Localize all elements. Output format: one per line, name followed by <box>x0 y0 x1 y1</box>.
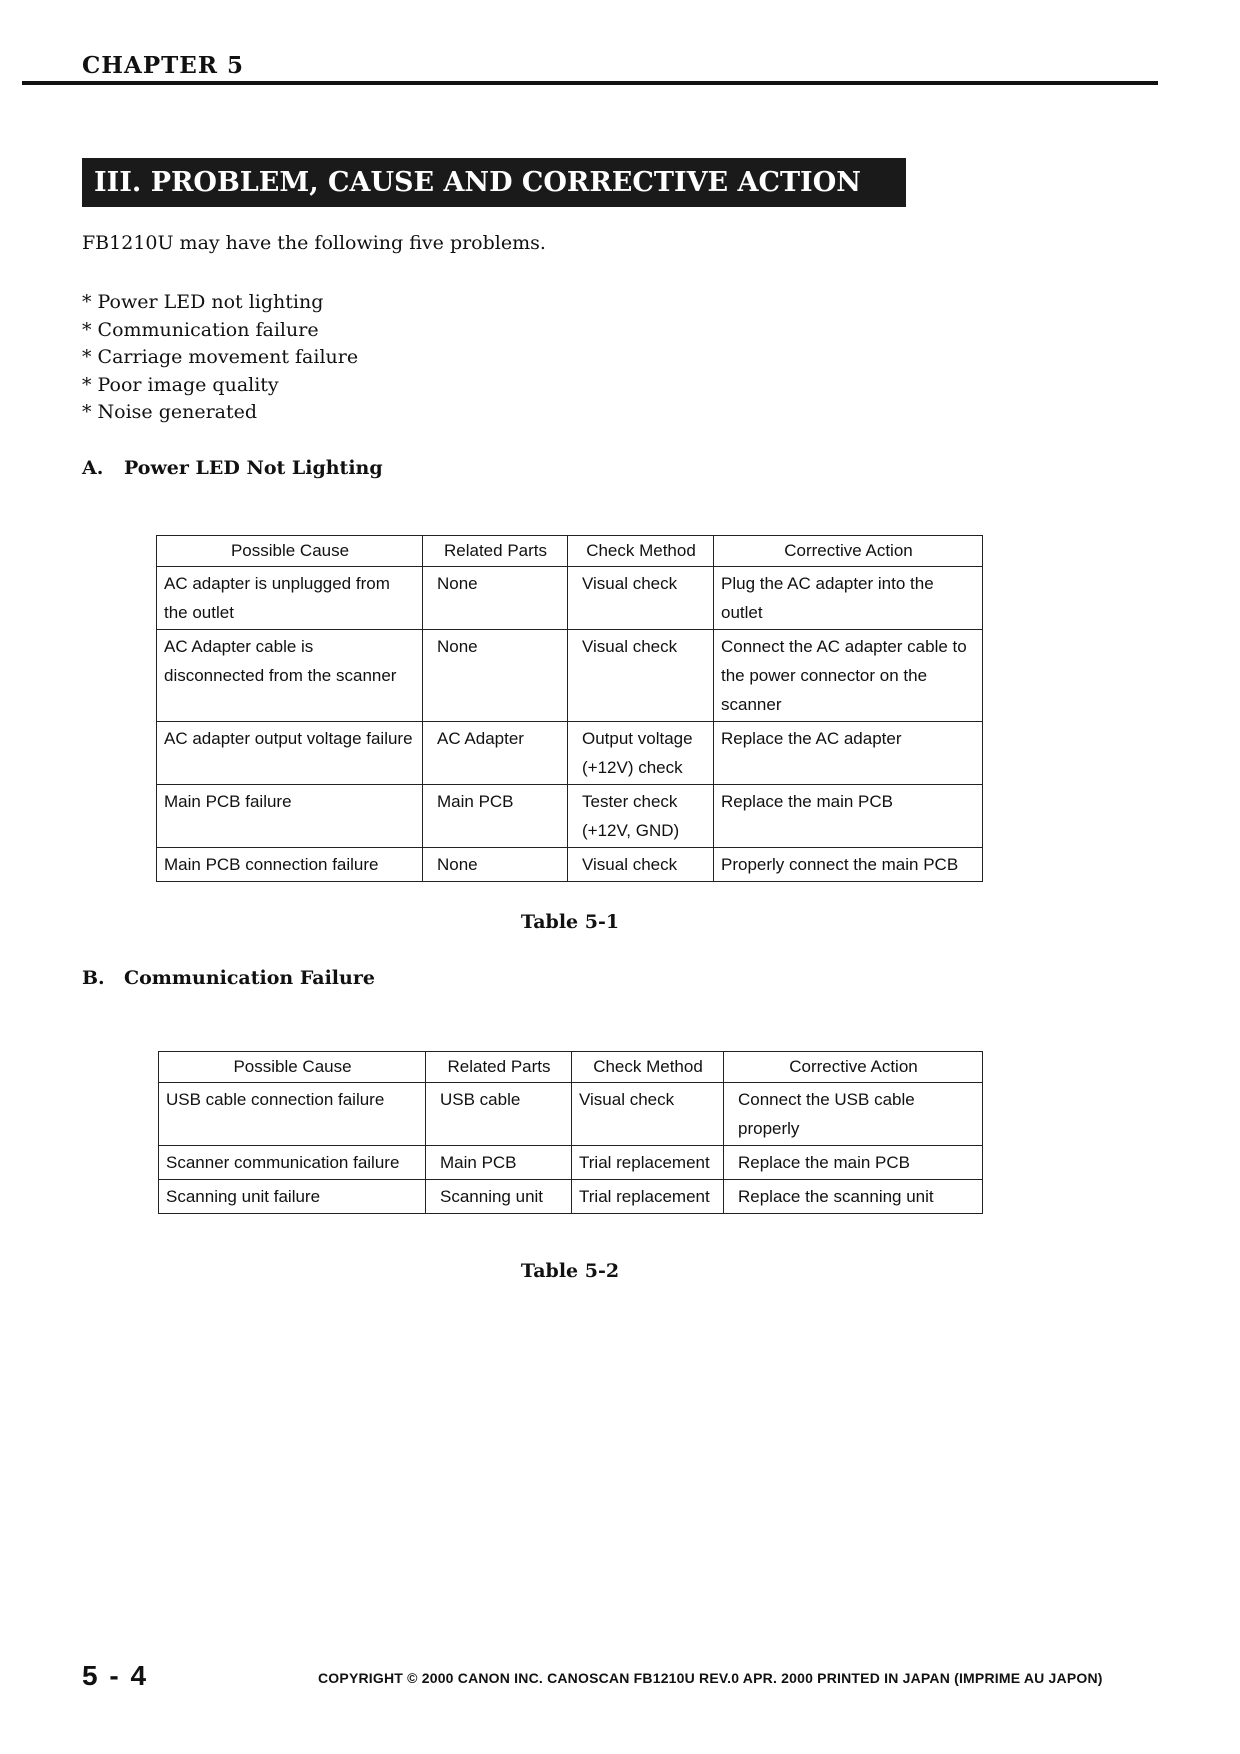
cell-method: Visual check <box>572 1083 724 1146</box>
power-led-table <box>156 535 983 882</box>
table-row <box>157 785 983 848</box>
header-corrective-action: Corrective Action <box>724 1052 983 1083</box>
subsection-title: Communication Failure <box>124 967 375 989</box>
table-row <box>159 1180 983 1214</box>
subsection-heading-power-led <box>82 457 383 479</box>
table-row <box>159 1083 983 1146</box>
cell-parts: AC Adapter <box>423 722 568 785</box>
chapter-heading: CHAPTER 5 <box>82 52 244 79</box>
communication-table <box>158 1051 983 1214</box>
cell-cause: AC adapter is unplugged from the outlet <box>157 567 423 630</box>
table-header-row <box>157 536 983 567</box>
cell-method: Tester check (+12V, GND) <box>568 785 714 848</box>
cell-action: Plug the AC adapter into the outlet <box>714 567 983 630</box>
cell-cause: Scanning unit failure <box>159 1180 426 1214</box>
table-row <box>157 848 983 882</box>
cell-action: Properly connect the main PCB <box>714 848 983 882</box>
cell-method: Visual check <box>568 567 714 630</box>
table-caption: Table 5-1 <box>520 911 620 933</box>
page-number: 5 - 4 <box>82 1660 149 1691</box>
cell-action: Replace the scanning unit <box>724 1180 983 1214</box>
table-caption: Table 5-2 <box>520 1260 620 1282</box>
subsection-title: Power LED Not Lighting <box>124 457 383 479</box>
cell-cause: USB cable connection failure <box>159 1083 426 1146</box>
cell-cause: AC adapter output voltage failure <box>157 722 423 785</box>
cell-method: Trial replacement <box>572 1146 724 1180</box>
table-row <box>157 630 983 722</box>
intro-paragraph: FB1210U may have the following five problems. <box>82 232 546 254</box>
header-check-method: Check Method <box>568 536 714 567</box>
list-item: * Carriage movement failure <box>82 346 359 368</box>
header-possible-cause: Possible Cause <box>157 536 423 567</box>
cell-parts: Scanning unit <box>426 1180 572 1214</box>
cell-method: Visual check <box>568 630 714 722</box>
subsection-heading-communication <box>82 967 375 989</box>
chapter-divider <box>22 81 1158 85</box>
header-related-parts: Related Parts <box>426 1052 572 1083</box>
list-item: * Noise generated <box>82 401 258 423</box>
cell-parts: None <box>423 567 568 630</box>
table-row <box>157 567 983 630</box>
cell-method: Trial replacement <box>572 1180 724 1214</box>
cell-action: Replace the main PCB <box>724 1146 983 1180</box>
cell-cause: AC Adapter cable is disconnected from the scanner <box>157 630 423 722</box>
cell-cause: Scanner communication failure <box>159 1146 426 1180</box>
cell-action: Connect the USB cable properly <box>724 1083 983 1146</box>
cell-method: Output voltage (+12V) check <box>568 722 714 785</box>
cell-method: Visual check <box>568 848 714 882</box>
header-check-method: Check Method <box>572 1052 724 1083</box>
cell-parts: Main PCB <box>423 785 568 848</box>
subsection-letter: B. <box>82 967 105 989</box>
cell-parts: None <box>423 630 568 722</box>
problem-list <box>82 289 358 427</box>
table-row <box>157 722 983 785</box>
cell-action: Replace the AC adapter <box>714 722 983 785</box>
table-row <box>159 1146 983 1180</box>
list-item: * Communication failure <box>82 318 319 341</box>
cell-cause: Main PCB failure <box>157 785 423 848</box>
cell-cause: Main PCB connection failure <box>157 848 423 882</box>
header-possible-cause: Possible Cause <box>159 1052 426 1083</box>
section-title: III. PROBLEM, CAUSE AND CORRECTIVE ACTION <box>82 158 906 207</box>
cell-parts: USB cable <box>426 1083 572 1146</box>
header-corrective-action: Corrective Action <box>714 536 983 567</box>
list-item: * Power LED not lighting <box>82 291 324 313</box>
cell-action: Connect the AC adapter cable to the power connector on the scanner <box>714 630 983 722</box>
cell-parts: Main PCB <box>426 1146 572 1180</box>
list-item: * Poor image quality <box>82 373 279 396</box>
cell-parts: None <box>423 848 568 882</box>
cell-action: Replace the main PCB <box>714 785 983 848</box>
subsection-letter: A. <box>82 457 104 479</box>
table-header-row <box>159 1052 983 1083</box>
header-related-parts: Related Parts <box>423 536 568 567</box>
copyright-footer: COPYRIGHT © 2000 CANON INC. CANOSCAN FB1210U REV.0 APR. 2000 PRINTED IN JAPAN (IMPRIME AU JAPON) <box>318 1670 1103 1686</box>
